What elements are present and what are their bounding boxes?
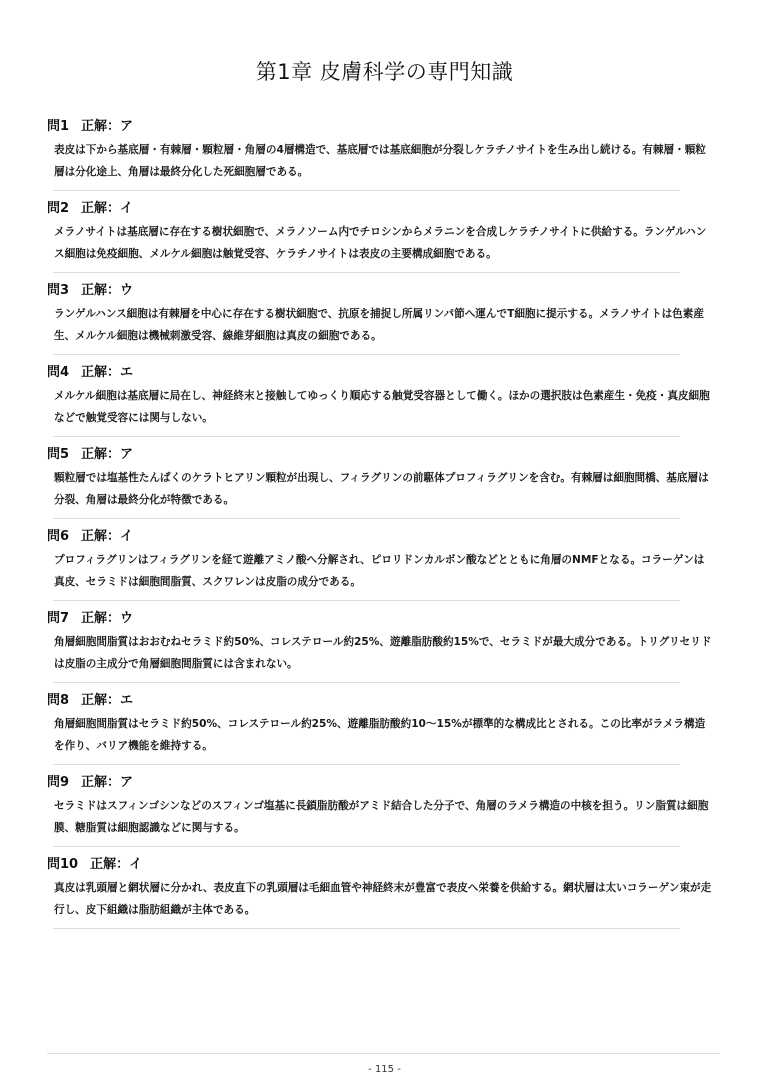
correct-answer: 正解：ア [81,119,134,134]
correct-answer: 正解：ウ [81,611,134,626]
answer-header [47,527,133,547]
answer-header [47,691,133,711]
answer-item [0,773,769,855]
answer-header [47,281,133,301]
answer-item [0,855,769,937]
answer-header [47,199,133,219]
answer-header [47,363,133,383]
question-number: 問10 [47,857,79,872]
answer-explanation: メラノサイトは基底層に存在する樹状細胞で、メラノソーム内でチロシンからメラニンを合成しケラチノサイトに供給する。ランゲルハンス細胞は免疫細胞、メルケル細胞は触覚受容、ケラチノサイトは表皮の主要構成細胞である。 [54,226,707,260]
answer-header [47,855,142,875]
divider [53,600,680,601]
divider [53,190,680,191]
answer-item [0,691,769,773]
divider [53,272,680,273]
question-number: 問5 [47,447,70,462]
answer-explanation: メルケル細胞は基底層に局在し、神経終末と接触してゆっくり順応する触覚受容器として働く。ほかの選択肢は色素産生・免疫・真皮細胞などで触覚受容には関与しない。 [54,390,710,424]
answer-header [47,445,133,465]
correct-answer: 正解：イ [90,857,143,872]
divider [53,518,680,519]
divider [53,928,680,929]
divider [53,764,680,765]
answer-explanation: 顆粒層では塩基性たんぱくのケラトヒアリン顆粒が出現し、フィラグリンの前駆体プロフィラグリンを含む。有棘層は細胞間橋、基底層は分裂、角層は最終分化が特徴である。 [54,472,709,506]
question-number: 問9 [47,775,70,790]
answer-explanation: 角層細胞間脂質はおおむねセラミド約50%、コレステロール約25%、遊離脂肪酸約15%で、セラミドが最大成分である。トリグリセリドは皮脂の主成分で角層細胞間脂質には含まれない。 [54,636,712,670]
question-number: 問3 [47,283,70,298]
answer-item [0,363,769,445]
correct-answer: 正解：エ [81,693,134,708]
page-number: - 115 - [368,1064,401,1075]
answer-header [47,609,133,629]
answer-explanation: プロフィラグリンはフィラグリンを経て遊離アミノ酸へ分解され、ピロリドンカルボン酸などとともに角層のNMFとなる。コラーゲンは真皮、セラミドは細胞間脂質、スクワレンは皮脂の成分である。 [54,554,705,588]
divider [53,846,680,847]
question-number: 問6 [47,529,70,544]
question-number: 問2 [47,201,70,216]
answer-list [0,117,769,937]
answer-explanation: ランゲルハンス細胞は有棘層を中心に存在する樹状細胞で、抗原を捕捉し所属リンパ節へ運んでT細胞に提示する。メラノサイトは色素産生、メルケル細胞は機械刺激受容、線維芽細胞は真皮の細胞である。 [54,308,704,342]
answer-item [0,199,769,281]
correct-answer: 正解：ア [81,447,134,462]
correct-answer: 正解：イ [81,529,134,544]
divider [53,682,680,683]
question-number: 問1 [47,119,70,134]
answer-explanation: 真皮は乳頭層と網状層に分かれ、表皮直下の乳頭層は毛細血管や神経終末が豊富で表皮へ栄養を供給する。網状層は太いコラーゲン束が走行し、皮下組織は脂肪組織が主体である。 [54,882,712,916]
page-title: 第1章 皮膚科学の専門知識 [255,60,514,84]
correct-answer: 正解：ア [81,775,134,790]
answer-explanation: 表皮は下から基底層・有棘層・顆粒層・角層の4層構造で、基底層では基底細胞が分裂しケラチノサイトを生み出し続ける。有棘層・顆粒層は分化途上、角層は最終分化した死細胞層である。 [54,144,706,178]
divider [53,436,680,437]
divider [53,354,680,355]
answer-item [0,117,769,199]
answer-explanation: 角層細胞間脂質はセラミド約50%、コレステロール約25%、遊離脂肪酸約10〜15%が標準的な構成比とされる。この比率がラメラ構造を作り、バリア機能を維持する。 [54,718,706,752]
correct-answer: 正解：ウ [81,283,134,298]
question-number: 問7 [47,611,70,626]
answer-item [0,281,769,363]
answer-item [0,445,769,527]
answer-explanation: セラミドはスフィンゴシンなどのスフィンゴ塩基に長鎖脂肪酸がアミド結合した分子で、角層のラメラ構造の中核を担う。リン脂質は細胞膜、糖脂質は細胞認識などに関与する。 [54,800,709,834]
question-number: 問4 [47,365,70,380]
answer-header [47,773,133,793]
answer-header [47,117,133,137]
correct-answer: 正解：イ [81,201,134,216]
answer-item [0,609,769,691]
question-number: 問8 [47,693,70,708]
footer-divider [47,1053,720,1054]
correct-answer: 正解：エ [81,365,134,380]
answer-item [0,527,769,609]
